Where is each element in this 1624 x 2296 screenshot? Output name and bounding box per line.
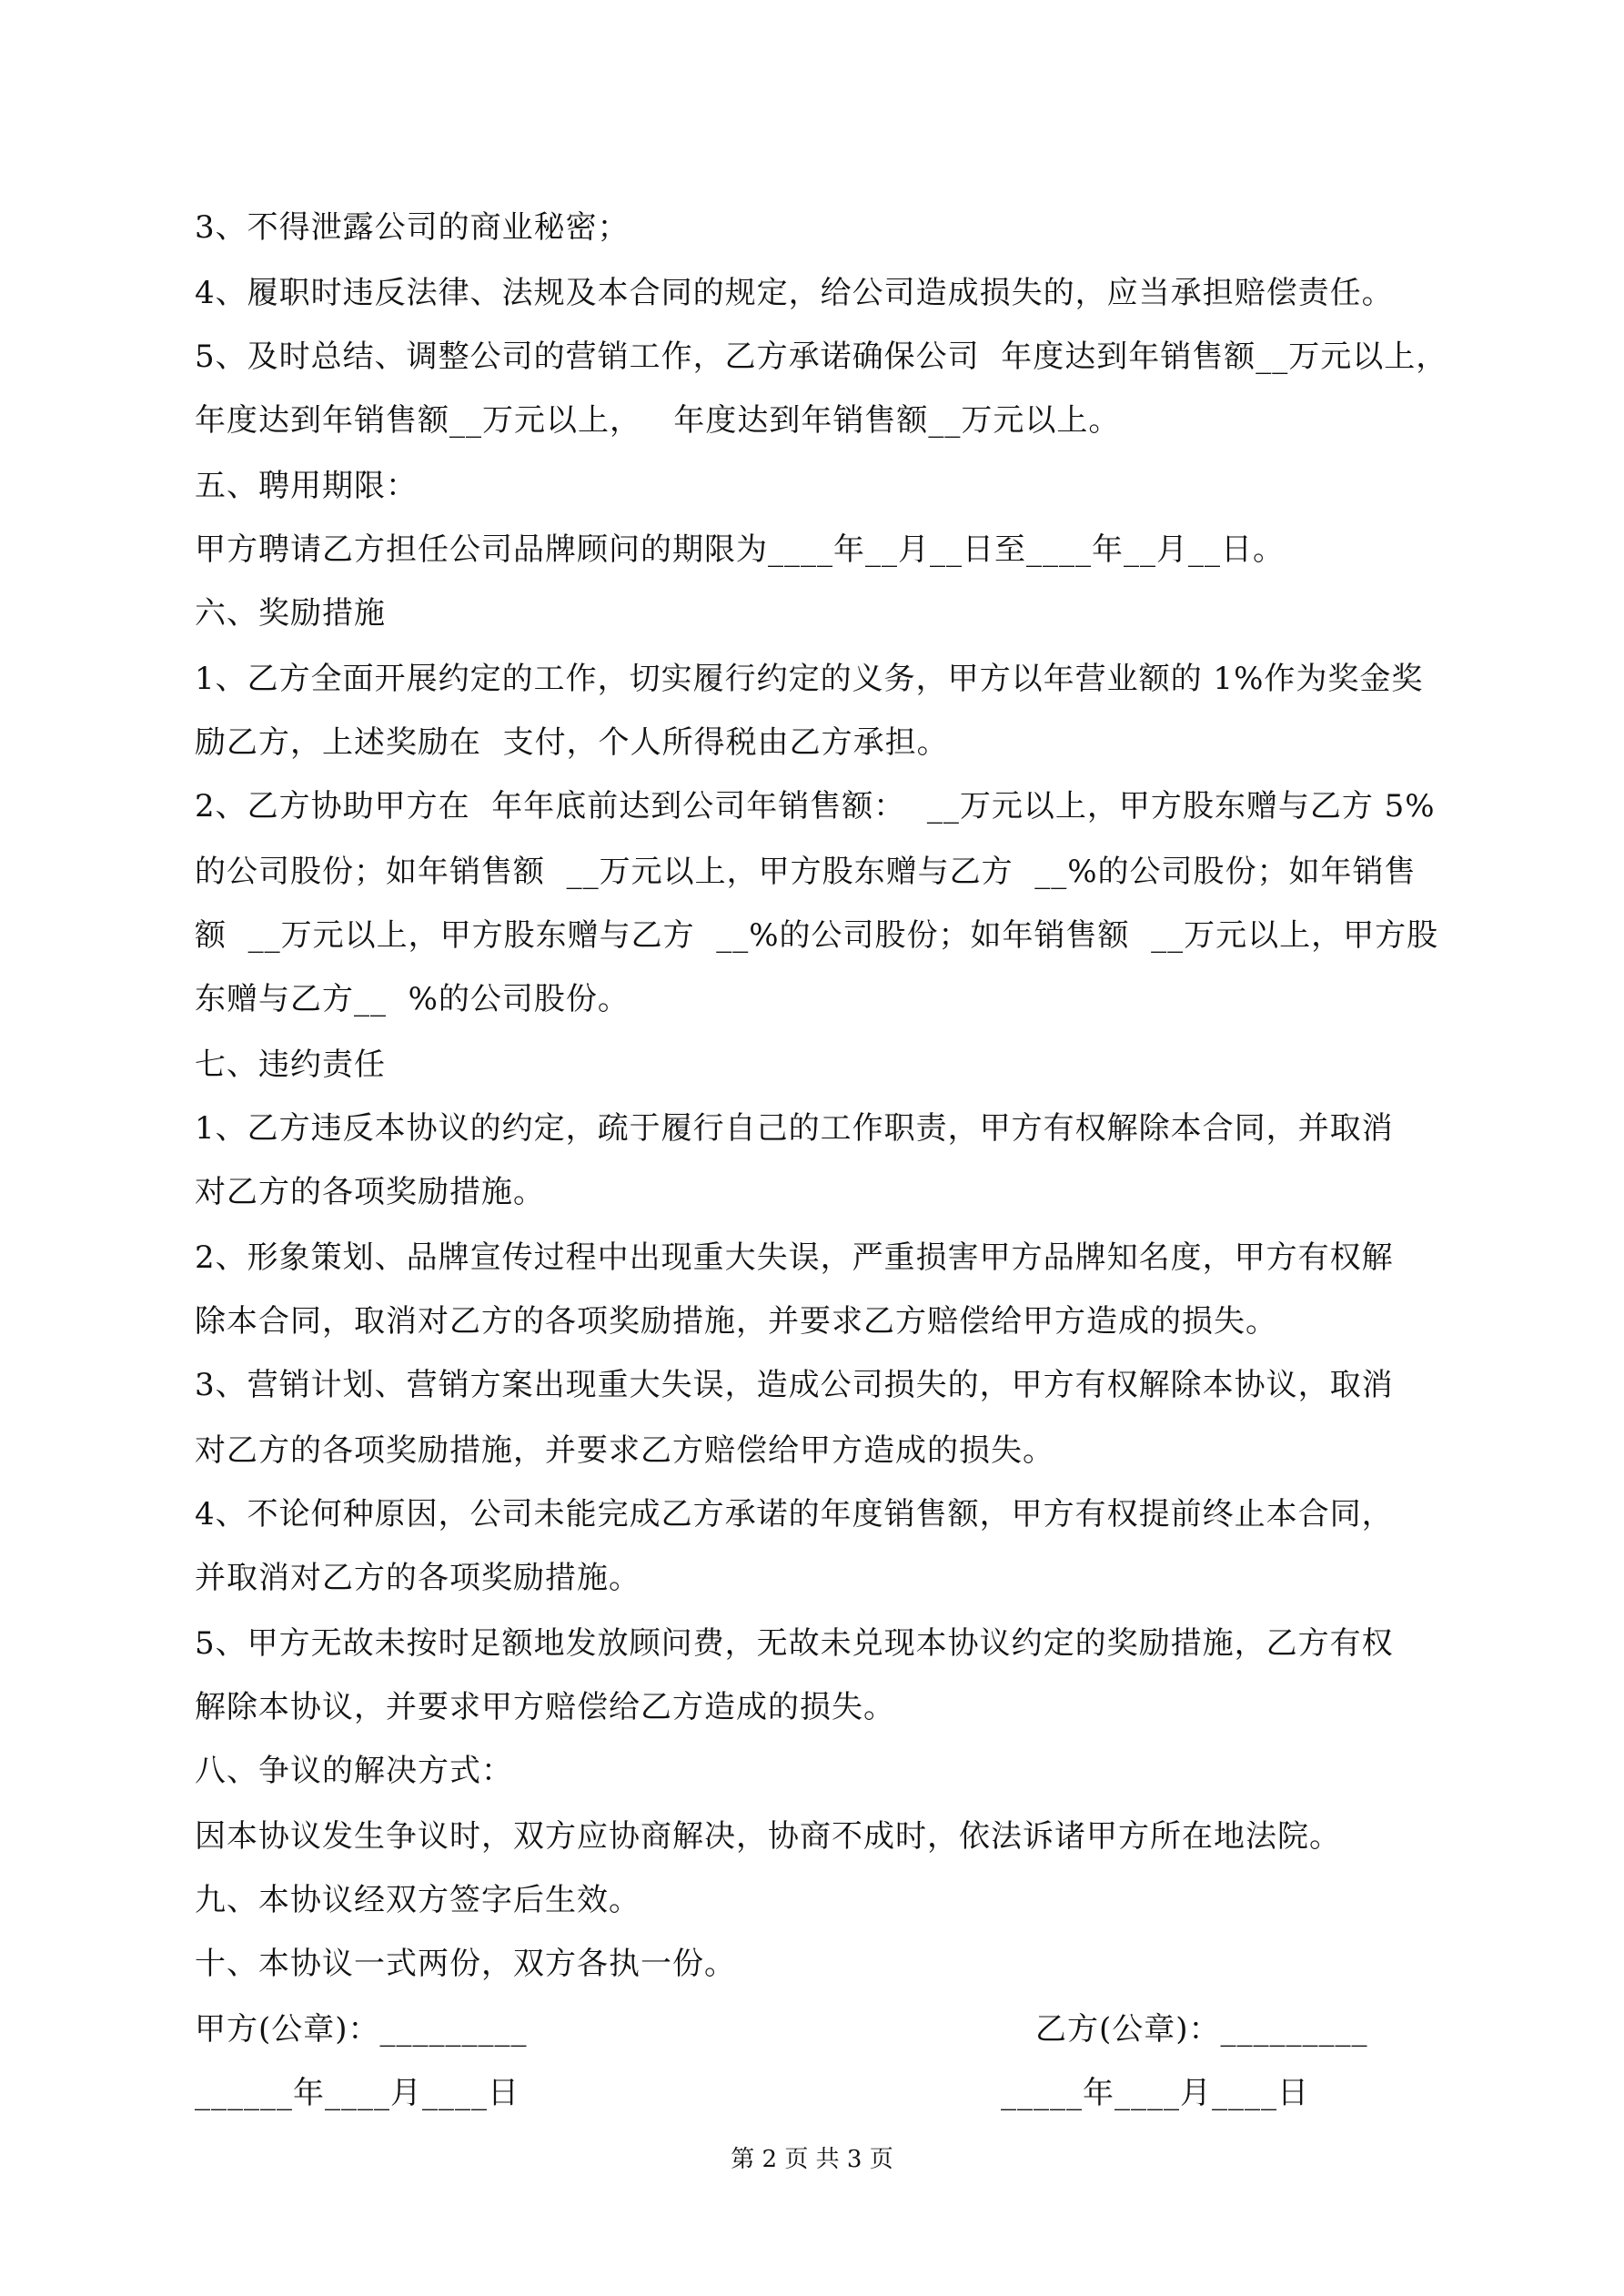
party-a-date: ______年____月____日 xyxy=(195,2075,519,2111)
clause-line: 2、乙方协助甲方在 年年底前达到公司年销售额： __万元以上，甲方股东赠与乙方 5% xyxy=(195,788,1436,824)
clause-line: 并取消对乙方的各项奖励措施。 xyxy=(195,1560,641,1596)
clause-line: 5、甲方无故未按时足额地发放顾问费，无故未兑现本协议约定的奖励措施，乙方有权 xyxy=(195,1625,1394,1662)
clause-line: 九、本协议经双方签字后生效。 xyxy=(195,1882,641,1918)
clause-line: 3、营销计划、营销方案出现重大失误，造成公司损失的，甲方有权解除本协议，取消 xyxy=(195,1367,1394,1403)
clause-line: 对乙方的各项奖励措施。 xyxy=(195,1174,545,1210)
clause-line: 除本合同，取消对乙方的各项奖励措施，并要求乙方赔偿给甲方造成的损失。 xyxy=(195,1303,1277,1340)
clause-line: 年度达到年销售额__万元以上， 年度达到年销售额__万元以上。 xyxy=(195,402,1121,439)
party-b-seal-label: 乙方(公章)：_________ xyxy=(1035,2011,1368,2048)
clause-line: 解除本协议，并要求甲方赔偿给乙方造成的损失。 xyxy=(195,1689,895,1725)
page-number-footer: 第 2 页 共 3 页 xyxy=(731,2146,893,2173)
clause-line: 十、本协议一式两份，双方各执一份。 xyxy=(195,1946,736,1982)
party-a-seal-label: 甲方(公章)：_________ xyxy=(195,2011,528,2048)
clause-line: 东赠与乙方__ %的公司股份。 xyxy=(195,981,630,1017)
clause-line: 1、乙方违反本协议的约定，疏于履行自己的工作职责，甲方有权解除本合同，并取消 xyxy=(195,1110,1394,1147)
clause-line: 因本协议发生争议时，双方应协商解决，协商不成时，依法诉诸甲方所在地法院。 xyxy=(195,1818,1341,1855)
clause-line: 1、乙方全面开展约定的工作，切实履行约定的义务，甲方以年营业额的 1%作为奖金奖 xyxy=(195,661,1424,697)
clause-line: 5、及时总结、调整公司的营销工作，乙方承诺确保公司 年度达到年销售额__万元以上， xyxy=(195,339,1448,375)
clause-line: 的公司股份；如年销售额 __万元以上，甲方股东赠与乙方 __%的公司股份；如年销售 xyxy=(195,854,1417,890)
clause-line: 对乙方的各项奖励措施，并要求乙方赔偿给甲方造成的损失。 xyxy=(195,1432,1054,1469)
section-heading: 七、违约责任 xyxy=(195,1047,386,1083)
clause-line: 4、不论何种原因，公司未能完成乙方承诺的年度销售额，甲方有权提前终止本合同， xyxy=(195,1496,1394,1532)
clause-line: 3、不得泄露公司的商业秘密； xyxy=(195,209,630,246)
clause-line: 额 __万元以上，甲方股东赠与乙方 __%的公司股份；如年销售额 __万元以上，甲方股 xyxy=(195,917,1439,954)
section-heading: 五、聘用期限： xyxy=(195,468,418,504)
section-heading: 八、争议的解决方式： xyxy=(195,1753,513,1789)
clause-line: 2、形象策划、品牌宣传过程中出现重大失误，严重损害甲方品牌知名度，甲方有权解 xyxy=(195,1239,1394,1276)
party-b-date: _____年____月____日 xyxy=(1001,2075,1309,2111)
section-heading: 六、奖励措施 xyxy=(195,595,386,632)
clause-line: 励乙方，上述奖励在 支付，个人所得税由乙方承担。 xyxy=(195,724,949,761)
clause-line: 4、履职时违反法律、法规及本合同的规定，给公司造成损失的，应当承担赔偿责任。 xyxy=(195,275,1394,311)
clause-line: 甲方聘请乙方担任公司品牌顾问的期限为____年__月__日至____年__月__日。 xyxy=(195,531,1285,568)
